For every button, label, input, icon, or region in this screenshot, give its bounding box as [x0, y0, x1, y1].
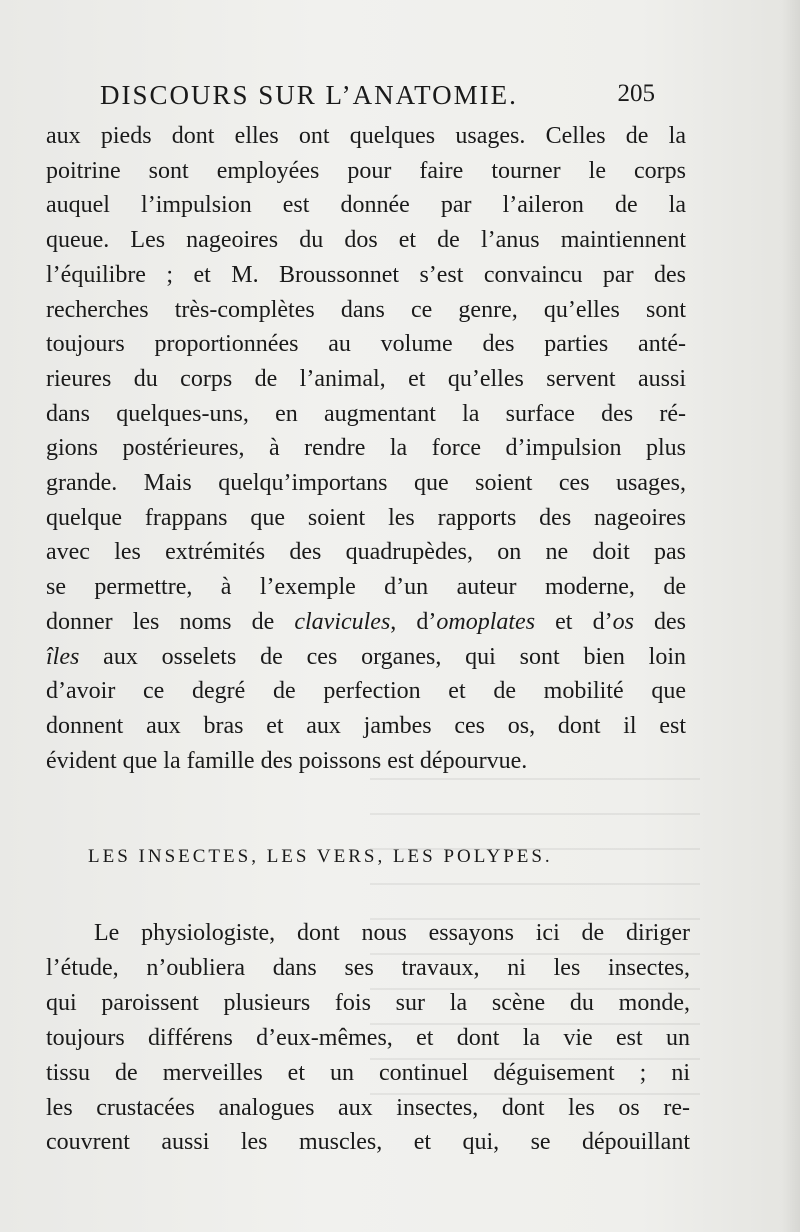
text-line: toujours proportionnées au volume des parties anté-: [46, 331, 686, 358]
page-header: [100, 80, 655, 116]
text-line: qui paroissent plusieurs fois sur la scène du monde,: [46, 989, 690, 1016]
text-line: l’étude, n’oubliera dans ses travaux, ni les insectes,: [46, 954, 690, 981]
section-heading: LES INSECTES, LES VERS, LES POLYPES.: [88, 846, 553, 867]
page-edge-shadow: [782, 0, 800, 1232]
text-line: se permettre, à l’exemple d’un auteur moderne, de: [46, 574, 686, 601]
text-line: quelque frappans que soient les rapports des nageoires: [46, 504, 686, 531]
text-line: avec les extrémités des quadrupèdes, on ne doit pas: [46, 539, 686, 566]
text-line: Le physiologiste, dont nous essayons ici de diriger: [94, 920, 690, 946]
paragraph-insects: [46, 916, 690, 1160]
text-run: des: [633, 608, 686, 635]
text-line: donnent aux bras et aux jambes ces os, dont il est: [46, 712, 686, 739]
text-line: poitrine sont employées pour faire tourner le corps: [46, 157, 686, 184]
text-run: , d’: [390, 608, 437, 635]
text-line-with-italics: [46, 640, 686, 675]
text-line: grande. Mais quelqu’importans que soient ces usages,: [46, 470, 686, 497]
italic-term-os: os: [612, 608, 634, 635]
paragraph-anatomy-fins: [46, 119, 686, 778]
italic-term-iles: îles: [46, 643, 80, 670]
text-line: évident que la famille des poissons est dépourvue.: [46, 747, 528, 774]
running-title: DISCOURS SUR L’ANATOMIE.: [100, 80, 518, 110]
italic-term-clavicules: clavicules: [294, 608, 391, 635]
text-run: donner les noms de: [46, 608, 295, 635]
text-line: recherches très-complètes dans ce genre, qu’elles sont: [46, 296, 686, 323]
text-run: et d’: [535, 608, 613, 635]
italic-term-omoplates: omoplates: [436, 608, 536, 635]
text-line: aux pieds dont elles ont quelques usages. Celles de la: [46, 123, 686, 149]
text-line: queue. Les nageoires du dos et de l’anus maintiennent: [46, 227, 686, 254]
text-run: aux osselets de ces organes, qui sont bien loin: [79, 643, 686, 670]
text-line: couvrent aussi les muscles, et qui, se dépouillant: [46, 1129, 690, 1156]
text-line: rieures du corps de l’animal, et qu’elles servent aussi: [46, 365, 686, 392]
page-number: 205: [617, 80, 655, 107]
text-line: dans quelques-uns, en augmentant la surface des ré-: [46, 400, 686, 427]
text-line: les crustacées analogues aux insectes, dont les os re-: [46, 1094, 690, 1121]
text-line: toujours différens d’eux-mêmes, et dont la vie est un: [46, 1024, 690, 1051]
text-line: d’avoir ce degré de perfection et de mobilité que: [46, 678, 686, 705]
text-line: tissu de merveilles et un continuel déguisement ; ni: [46, 1059, 690, 1086]
text-line: l’équilibre ; et M. Broussonnet s’est convaincu par des: [46, 261, 686, 288]
text-line-with-italics: [46, 605, 686, 640]
text-line: gions postérieures, à rendre la force d’impulsion plus: [46, 435, 686, 462]
text-line: auquel l’impulsion est donnée par l’aileron de la: [46, 192, 686, 219]
